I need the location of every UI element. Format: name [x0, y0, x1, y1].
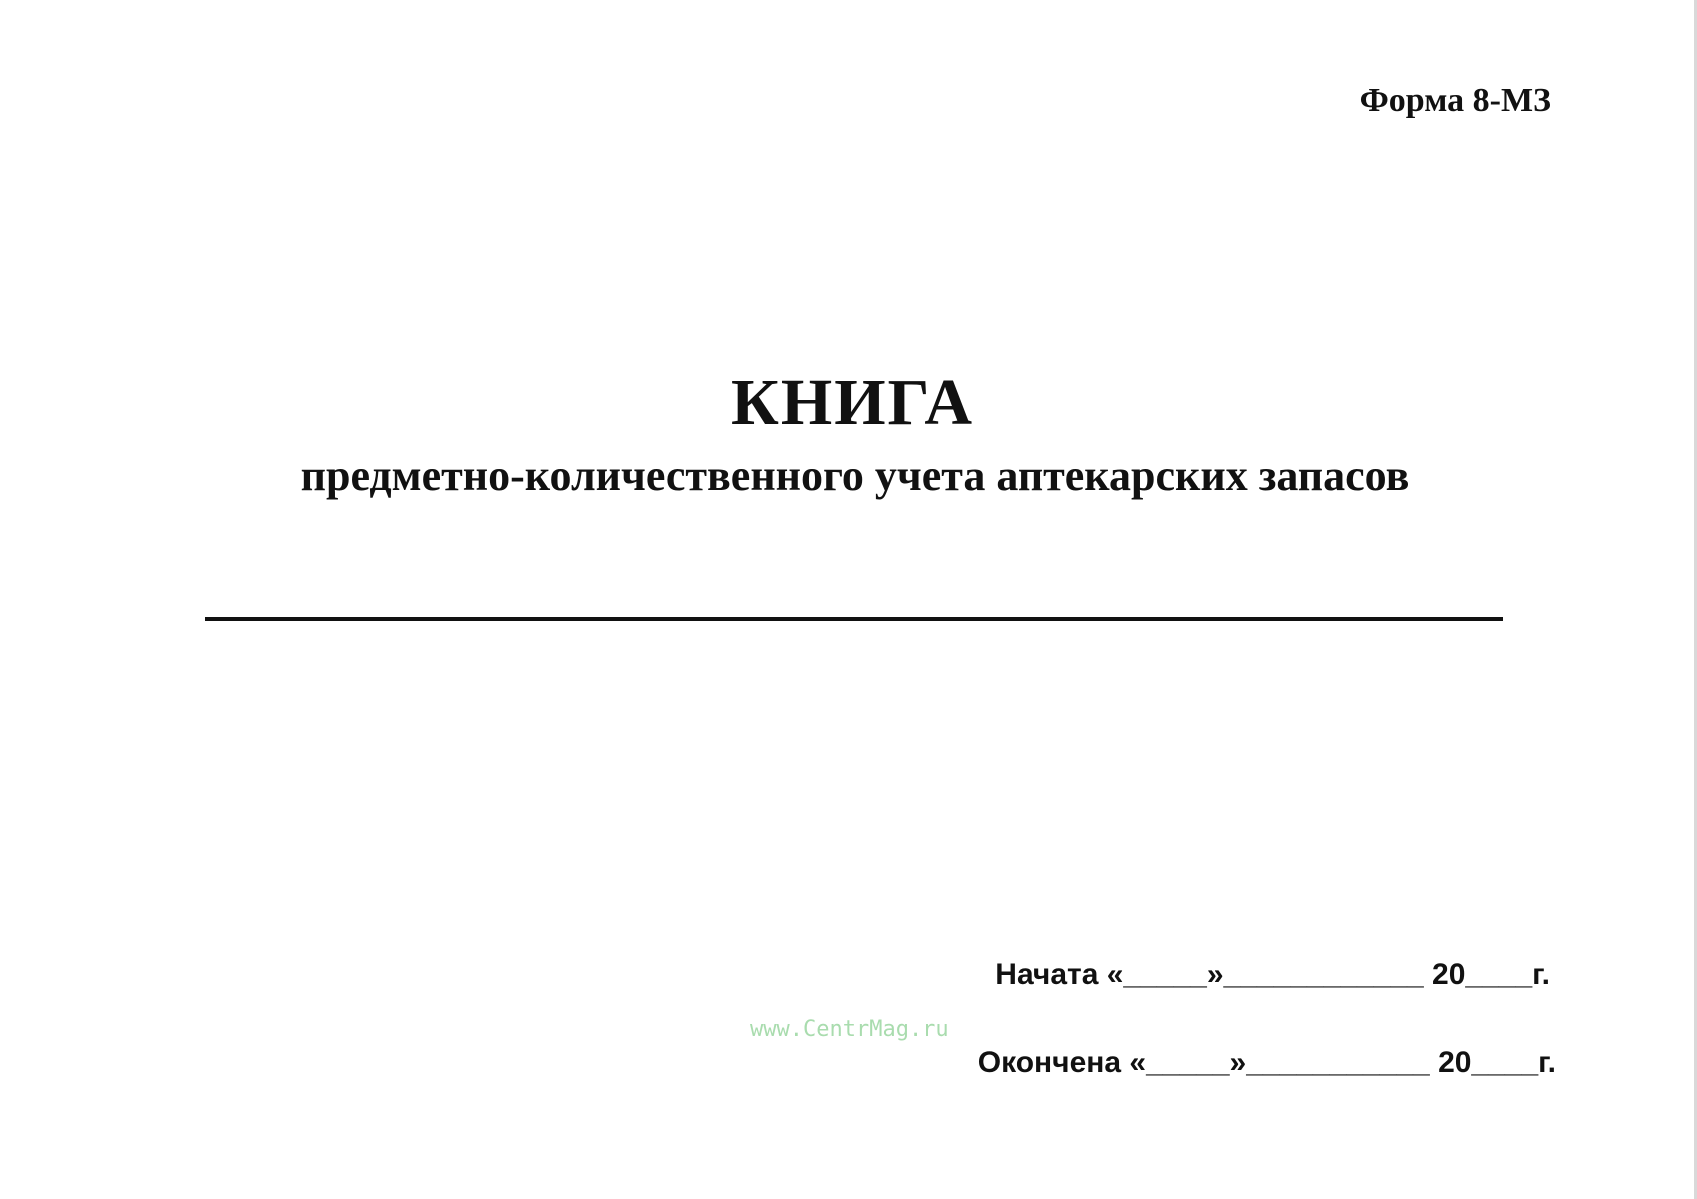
- watermark: www.CentrMag.ru: [750, 1017, 949, 1042]
- form-number-label: Форма 8-МЗ: [1359, 82, 1551, 119]
- book-subtitle: предметно-количественного учета аптекарских запасов: [300, 451, 1410, 500]
- book-title: КНИГА: [731, 366, 974, 439]
- start-date-line: Начата «_____»____________ 20____г.: [995, 958, 1550, 991]
- end-date-line: Окончена «_____»___________ 20____г.: [977, 1046, 1556, 1079]
- name-underline: [205, 617, 1503, 621]
